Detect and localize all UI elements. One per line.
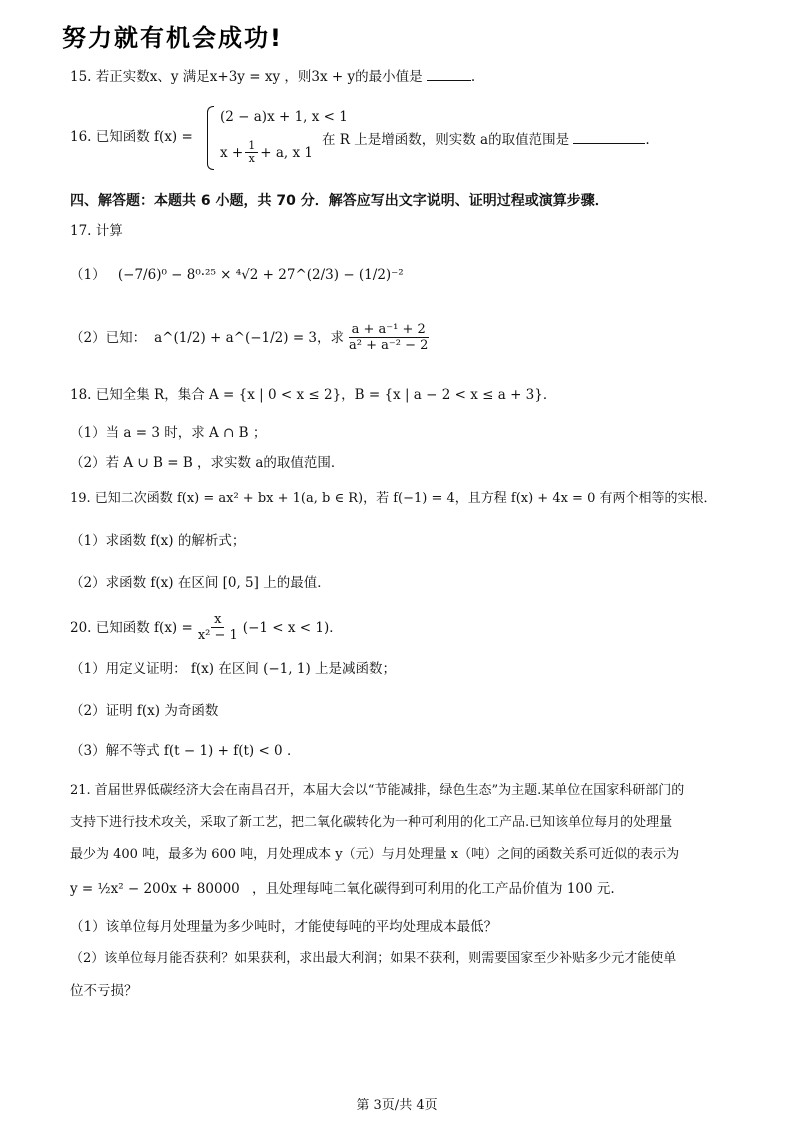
q21-formula: y = ½x² − 200x + 80000 <box>70 881 240 897</box>
q17-p2-den: a² + a⁻² − 2 <box>349 338 429 353</box>
q21-part2-line2: 位不亏损？ <box>70 983 138 999</box>
q17-title: 17. 计算 <box>70 223 123 239</box>
q17-p2-fraction <box>346 322 431 353</box>
q15-text: 15. 若正实数x、y 满足x+3y = xy ，则3x + y的最小值是 <box>70 69 423 85</box>
q20-frac-num: x <box>211 612 224 628</box>
page-number: 第 3页/共 4页 <box>356 1098 438 1113</box>
q21-formula-tail: ，且处理每吨二氧化碳得到可利用的化工产品价值为 100 元. <box>252 881 615 897</box>
q18-part1: （1）当 a = 3 时，求 A ∩ B ； <box>70 425 267 441</box>
q17-p2-num: a + a⁻¹ + 2 <box>349 322 429 338</box>
q16-frac-num: 1 <box>245 140 258 153</box>
section-4-title: 四、解答题：本题共 6 小题，共 70 分．解答应写出文字说明、证明过程或演算步骤． <box>70 193 609 209</box>
header-slogan: 努力就有机会成功! <box>62 24 283 52</box>
q21-line3: 最少为 400 吨，最多为 600 吨，月处理成本 y（元）与月处理量 x（吨）之间的函数关系可近似的表示为 <box>70 847 680 862</box>
q17-p1-label: （1） <box>70 267 106 283</box>
q17-p1-expr: (−7/6)⁰ − 8⁰·²⁵ × ⁴√2 + 27^(2/3) − (1/2)⁻² <box>117 267 404 283</box>
q21-part2-line1: （2）该单位每月能否获利？如果获利，求出最大利润；如果不获利，则需要国家至少补贴多少元才能使单 <box>70 951 677 966</box>
q17-part2 <box>70 322 433 353</box>
q16-answer-blank <box>573 131 645 144</box>
q20-fraction <box>195 612 241 643</box>
q19-part2: （2）求函数 f(x) 在区间 [0, 5] 上的最值． <box>70 575 331 591</box>
q17-p2-cond: a^(1/2) + a^(−1/2) = 3 <box>154 329 318 346</box>
q20-part3: （3）解不等式 f(t − 1) + f(t) < 0 ． <box>70 743 301 759</box>
q21-line2: 支持下进行技术攻关，采取了新工艺，把二氧化碳转化为一种可利用的化工产品.已知该单位每月的处理量 <box>70 815 673 830</box>
q16-frac-den: x <box>248 152 255 165</box>
q16-suffix: 在 R 上是增函数，则实数 a的取值范围是 <box>322 132 570 148</box>
q19-title: 19. 已知二次函数 f(x) = ax² + bx + 1(a, b ∈ R)，若 f(−1) = 4，且方程 f(x) + 4x = 0 有两个相等的实根． <box>70 491 717 506</box>
q20-frac-den: x² − 1 <box>197 628 238 643</box>
q20-part1: （1）用定义证明： f(x) 在区间 (−1, 1) 上是减函数； <box>70 661 397 677</box>
q20-part2: （2）证明 f(x) 为奇函数 <box>70 703 219 719</box>
q18-part2: （2）若 A ∪ B = B ，求实数 a的取值范围． <box>70 455 345 471</box>
q16-case2-a: x + <box>220 144 244 161</box>
q20-title-b: (−1 < x < 1)． <box>242 619 343 636</box>
q16-brace <box>207 106 214 170</box>
q20-title <box>70 612 343 643</box>
q21-line1: 21. 首届世界低碳经济大会在南昌召开，本届大会以“节能减排，绿色生态”为主题.某单位在国家科研部门的 <box>70 783 685 798</box>
q17-p2-label: （2）已知： <box>70 329 147 346</box>
q19-part1: （1）求函数 f(x) 的解析式； <box>70 533 246 549</box>
q17-p2-ask: ，求 <box>317 329 345 346</box>
q15-answer-blank <box>427 68 471 81</box>
q21-formula-row <box>70 880 615 898</box>
q16-suffix-row: 在 R 上是增函数，则实数 a的取值范围是 . <box>322 132 650 148</box>
q18-title: 18. 已知全集 R，集合 A = {x | 0 < x ≤ 2}，B = {x | a − 2 < x ≤ a + 3}． <box>70 387 557 403</box>
q20-title-a: 20. 已知函数 f(x) = <box>70 619 193 636</box>
q16-case2 <box>220 140 313 165</box>
q16-case1: (2 − a)x + 1, x < 1 <box>220 109 348 125</box>
question-15: 15. 若正实数x、y 满足x+3y = xy ，则3x + y的最小值是 . <box>70 69 476 85</box>
q21-part1: （1）该单位每月处理量为多少吨时，才能使每吨的平均处理成本最低？ <box>70 919 498 935</box>
q16-case2-b: + a, x 1 <box>260 144 313 161</box>
q17-part1 <box>70 266 404 284</box>
q16-fraction <box>245 140 258 165</box>
q16-prefix: 16. 已知函数 f(x) = <box>70 129 193 145</box>
